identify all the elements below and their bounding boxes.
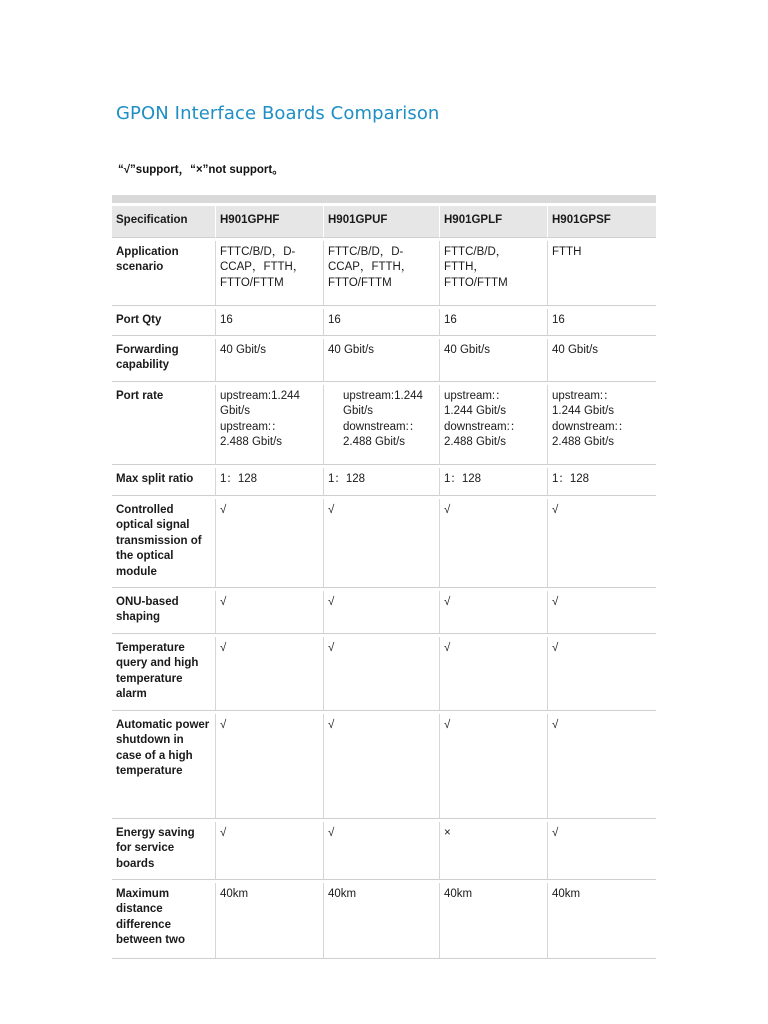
value-cell	[439, 339, 547, 382]
value-cell	[323, 637, 439, 711]
cell-text-line: 16	[552, 313, 565, 326]
value-cell	[547, 241, 656, 306]
cell-text-line: 16	[444, 313, 457, 326]
value-cell	[547, 637, 656, 711]
cell-text-line: FTTO/FTTM	[328, 276, 392, 289]
value-cell	[547, 339, 656, 382]
value-cell	[215, 499, 323, 588]
cell-text-line: √	[220, 595, 227, 608]
value-cell	[215, 714, 323, 819]
cell-text-line: √	[552, 595, 559, 608]
spec-cell: Maximum distance difference between two	[112, 883, 215, 959]
cell-text-line: 40km	[552, 887, 581, 900]
value-cell	[439, 591, 547, 634]
cell-text-line: FTTC/B/D，D-	[328, 245, 404, 258]
value-cell	[439, 714, 547, 819]
cell-text-line: 40km	[220, 887, 249, 900]
cell-text-line: √	[328, 826, 335, 839]
cell-text-line: downstream:：	[444, 420, 522, 433]
cell-text-line: 1.244 Gbit/s	[552, 405, 615, 417]
table-row	[112, 468, 656, 496]
cell-text-line: FTTO/FTTM	[220, 276, 284, 289]
spec-cell: Automatic power shutdown in case of a high temperature	[112, 714, 215, 819]
table-row	[112, 339, 656, 382]
cell-text-line: ×	[444, 826, 451, 839]
cell-text-line: √	[328, 595, 335, 608]
value-cell	[439, 637, 547, 711]
value-cell	[439, 241, 547, 306]
cell-text-line: upstream:：	[444, 389, 507, 402]
cell-text-line: 1：128	[444, 472, 482, 485]
value-cell	[323, 468, 439, 496]
value-cell	[215, 822, 323, 880]
table-body	[112, 241, 656, 959]
cell-text-line: FTTH，	[444, 261, 485, 273]
cell-text-line: 1.244 Gbit/s	[444, 405, 507, 417]
cell-text-line: 40km	[444, 887, 473, 900]
cell-text-line: 1：128	[552, 472, 590, 485]
cell-text-line: √	[552, 718, 559, 731]
legend-note: “√”support，“×”not support。	[118, 164, 284, 176]
value-cell	[215, 637, 323, 711]
cell-text-line: upstream:：	[552, 389, 615, 402]
cell-text-line: √	[220, 826, 227, 839]
cell-text-line: downstream:：	[552, 420, 630, 433]
cell-text-line: √	[444, 641, 451, 654]
table-row	[112, 309, 656, 336]
value-cell	[215, 241, 323, 306]
cell-text-line: 16	[328, 313, 341, 326]
value-cell	[323, 339, 439, 382]
cell-text-line: upstream:1.244	[343, 389, 423, 402]
header-cell-h901gpuf: H901GPUF	[323, 206, 439, 238]
value-cell	[439, 385, 547, 465]
value-cell	[547, 385, 656, 465]
cell-text-line: √	[444, 718, 451, 731]
header-cell-specification: Specification	[112, 206, 215, 238]
value-cell	[215, 309, 323, 336]
table-row	[112, 499, 656, 588]
value-cell	[323, 499, 439, 588]
value-cell	[215, 468, 323, 496]
cell-text-line: 1：128	[220, 472, 258, 485]
value-cell	[547, 591, 656, 634]
cell-text-line: upstream:1.244	[220, 389, 300, 402]
value-cell	[323, 591, 439, 634]
cell-text-line: 2.488 Gbit/s	[343, 436, 406, 448]
cell-text-line: 2.488 Gbit/s	[444, 436, 507, 448]
value-cell	[323, 241, 439, 306]
cell-text-line: √	[220, 641, 227, 654]
value-cell	[215, 339, 323, 382]
value-cell	[439, 822, 547, 880]
header-cell-h901gplf: H901GPLF	[439, 206, 547, 238]
cell-text-line: √	[328, 503, 335, 516]
cell-text-line: FTTC/B/D，D-	[220, 245, 296, 258]
cell-text-line: 40 Gbit/s	[552, 343, 599, 356]
cell-text-line: 40 Gbit/s	[328, 343, 375, 356]
table-row	[112, 714, 656, 819]
value-cell	[547, 714, 656, 819]
cell-text-line: √	[328, 641, 335, 654]
spec-cell: Energy saving for service boards	[112, 822, 215, 880]
cell-text-line: CCAP，FTTH，	[220, 261, 305, 273]
cell-text-line: 2.488 Gbit/s	[220, 436, 283, 448]
value-cell	[323, 309, 439, 336]
cell-text-line: 2.488 Gbit/s	[552, 436, 615, 448]
table-row	[112, 822, 656, 880]
cell-text-line: √	[552, 826, 559, 839]
spec-cell: Controlled optical signal transmission of the optical module	[112, 499, 215, 588]
value-cell	[439, 468, 547, 496]
cell-text-line: downstream:：	[343, 420, 421, 433]
value-cell	[547, 822, 656, 880]
value-cell	[547, 468, 656, 496]
cell-text-line: CCAP，FTTH，	[328, 261, 413, 273]
cell-text-line: upstream:：	[220, 420, 283, 433]
cell-text-line: √	[444, 503, 451, 516]
cell-text-line: FTTC/B/D，	[444, 245, 508, 258]
value-cell	[547, 499, 656, 588]
value-cell	[323, 714, 439, 819]
cell-text-line: FTTH	[552, 245, 582, 258]
table-row	[112, 385, 656, 465]
spec-cell: Application scenario	[112, 241, 215, 306]
cell-text-line: 16	[220, 313, 233, 326]
cell-text-line: 40km	[328, 887, 357, 900]
value-cell	[215, 883, 323, 959]
value-cell	[215, 385, 323, 465]
cell-text-line: √	[328, 718, 335, 731]
cell-text-line: 40 Gbit/s	[444, 343, 491, 356]
spec-cell: Port Qty	[112, 309, 215, 336]
cell-text-line: FTTO/FTTM	[444, 276, 508, 289]
cell-text-line: √	[220, 503, 227, 516]
cell-text-line: Gbit/s	[220, 405, 251, 417]
table-top-rule	[112, 195, 656, 203]
value-cell	[439, 499, 547, 588]
table-row	[112, 883, 656, 959]
value-cell	[323, 883, 439, 959]
comparison-table	[112, 203, 656, 962]
value-cell	[323, 385, 439, 465]
table-row	[112, 241, 656, 306]
value-cell	[439, 883, 547, 959]
table-row	[112, 591, 656, 634]
table-row	[112, 637, 656, 711]
cell-text-line: √	[444, 595, 451, 608]
spec-cell: Forwarding capability	[112, 339, 215, 382]
spec-cell: Max split ratio	[112, 468, 215, 496]
cell-text-line: Gbit/s	[343, 405, 374, 417]
value-cell	[323, 822, 439, 880]
value-cell	[439, 309, 547, 336]
table-header-row	[112, 206, 656, 238]
cell-text-line: 40 Gbit/s	[220, 343, 267, 356]
value-cell	[215, 591, 323, 634]
cell-text-line: √	[552, 641, 559, 654]
value-cell	[547, 883, 656, 959]
cell-text-line: √	[552, 503, 559, 516]
header-cell-h901gphf: H901GPHF	[215, 206, 323, 238]
spec-cell: Port rate	[112, 385, 215, 465]
value-cell	[547, 309, 656, 336]
spec-cell: ONU-based shaping	[112, 591, 215, 634]
cell-text-line: 1：128	[328, 472, 366, 485]
cell-text-line: √	[220, 718, 227, 731]
spec-cell: Temperature query and high temperature alarm	[112, 637, 215, 711]
header-cell-h901gpsf: H901GPSF	[547, 206, 656, 238]
page-title: GPON Interface Boards Comparison	[116, 103, 440, 124]
